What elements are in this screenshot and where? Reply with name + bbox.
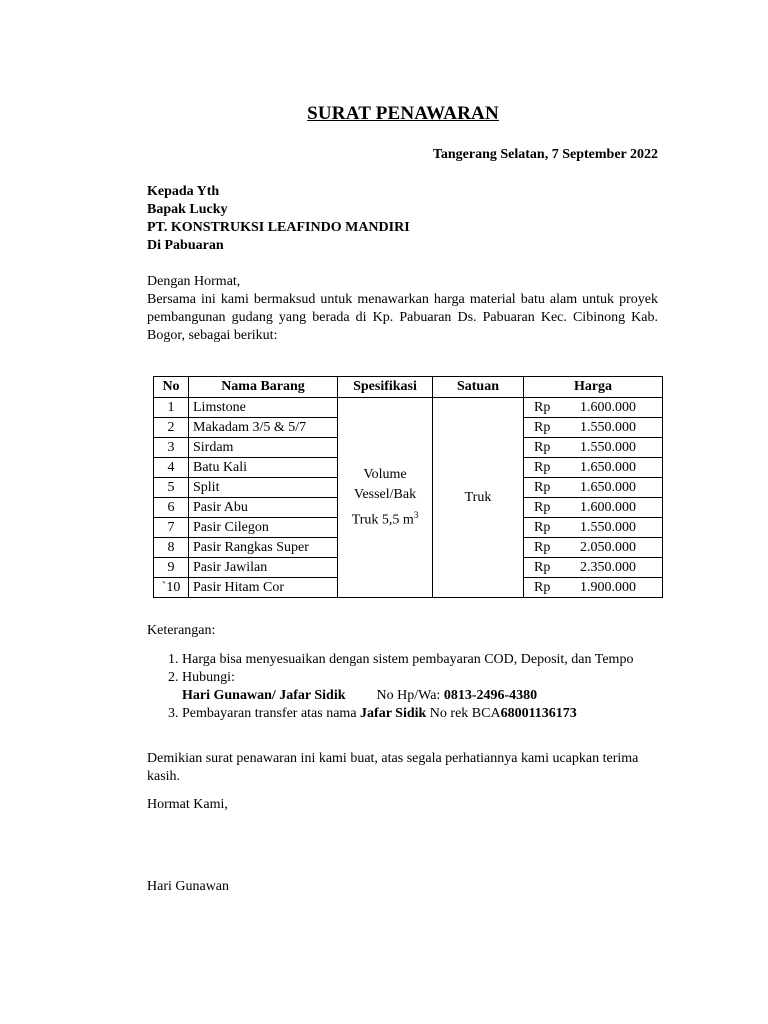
- header-name: Nama Barang: [189, 377, 338, 398]
- row-currency: Rp: [524, 418, 575, 438]
- signer-name: Hari Gunawan: [147, 879, 230, 894]
- row-no: 9: [154, 558, 189, 578]
- spec-superscript: 3: [413, 509, 419, 520]
- recipient-line-1: Kepada Yth: [147, 184, 220, 199]
- note-text: Hubungi:: [182, 670, 235, 685]
- regards: Hormat Kami,: [147, 797, 228, 812]
- row-name: Batu Kali: [189, 458, 338, 478]
- row-name: Pasir Jawilan: [189, 558, 338, 578]
- recipient-line-4: Di Pabuaran: [147, 238, 224, 253]
- payment-text-a: Pembayaran transfer atas nama: [182, 706, 357, 721]
- row-no: 3: [154, 438, 189, 458]
- row-currency: Rp: [524, 458, 575, 478]
- place-date: Tangerang Selatan, 7 September 2022: [432, 147, 658, 162]
- row-name: Split: [189, 478, 338, 498]
- price-table: [153, 376, 663, 598]
- row-currency: Rp: [524, 498, 575, 518]
- row-no: 2: [154, 418, 189, 438]
- header-spec: Spesifikasi: [338, 377, 433, 398]
- row-no: `10: [154, 578, 189, 598]
- row-price: 1.900.000: [574, 578, 663, 598]
- header-price: Harga: [524, 377, 663, 398]
- row-no: 1: [154, 398, 189, 418]
- note-item: [147, 669, 667, 705]
- spec-line-1: Volume: [363, 466, 407, 482]
- row-no: 7: [154, 518, 189, 538]
- spec-line-3: [342, 505, 428, 531]
- spec-line-2: Vessel/Bak: [353, 486, 417, 502]
- row-name: Limstone: [189, 398, 338, 418]
- row-price: 1.600.000: [574, 498, 663, 518]
- header-unit: Satuan: [433, 377, 524, 398]
- header-no: No: [154, 377, 189, 398]
- payment-account: 68001136173: [500, 706, 577, 721]
- row-name: Pasir Abu: [189, 498, 338, 518]
- row-price: 1.650.000: [574, 458, 663, 478]
- row-price: 2.050.000: [574, 538, 663, 558]
- row-name: Pasir Cilegon: [189, 518, 338, 538]
- note-text: [182, 705, 667, 723]
- contact-names: Hari Gunawan/ Jafar Sidik: [182, 688, 346, 703]
- row-no: 6: [154, 498, 189, 518]
- table-header-row: [154, 377, 663, 398]
- intro-paragraph: Bersama ini kami bermaksud untuk menawarkan harga material batu alam untuk proyek pembangunan gudang yang berada di Kp. Pabuaran Ds. Pabuaran Kec. Cibinong Kab. Bogor, sebagai berikut:: [147, 292, 658, 343]
- row-currency: Rp: [524, 538, 575, 558]
- spec-line-3-text: Truk 5,5 m: [351, 512, 414, 528]
- recipient-line-3: PT. KONSTRUKSI LEAFINDO MANDIRI: [147, 220, 410, 235]
- contact-phone: 0813-2496-4380: [443, 688, 538, 703]
- note-text: Harga bisa menyesuaikan dengan sistem pembayaran COD, Deposit, dan Tempo: [182, 652, 634, 667]
- row-currency: Rp: [524, 398, 575, 418]
- letter-title: SURAT PENAWARAN: [307, 103, 499, 124]
- recipient-block: [147, 183, 410, 255]
- row-currency: Rp: [524, 578, 575, 598]
- greeting: Dengan Hormat,: [147, 274, 241, 289]
- contact-line: [182, 687, 667, 705]
- row-name: Pasir Rangkas Super: [189, 538, 338, 558]
- note-item: [147, 651, 667, 669]
- row-price: 1.650.000: [574, 478, 663, 498]
- note-item: [147, 705, 667, 723]
- note-number: 1.: [168, 652, 179, 667]
- contact-phone-label: No Hp/Wa:: [376, 688, 441, 703]
- recipient-line-2: Bapak Lucky: [147, 202, 228, 217]
- row-price: 2.350.000: [574, 558, 663, 578]
- table-row: [154, 398, 663, 418]
- spec-cell: [338, 398, 433, 598]
- row-price: 1.600.000: [574, 398, 663, 418]
- payment-name: Jafar Sidik: [360, 706, 427, 721]
- row-currency: Rp: [524, 438, 575, 458]
- row-name: Pasir Hitam Cor: [189, 578, 338, 598]
- note-number: 2.: [168, 670, 179, 685]
- row-currency: Rp: [524, 478, 575, 498]
- notes-heading: Keterangan:: [147, 623, 216, 638]
- row-price: 1.550.000: [574, 518, 663, 538]
- row-name: Sirdam: [189, 438, 338, 458]
- row-no: 5: [154, 478, 189, 498]
- note-number: 3.: [168, 706, 179, 721]
- closing-paragraph: Demikian surat penawaran ini kami buat, atas segala perhatiannya kami ucapkan terima kasih.: [147, 751, 639, 784]
- row-currency: Rp: [524, 558, 575, 578]
- row-no: 4: [154, 458, 189, 478]
- row-price: 1.550.000: [574, 418, 663, 438]
- row-no: 8: [154, 538, 189, 558]
- row-currency: Rp: [524, 518, 575, 538]
- payment-text-b: No rek BCA: [429, 706, 501, 721]
- row-price: 1.550.000: [574, 438, 663, 458]
- row-name: Makadam 3/5 & 5/7: [189, 418, 338, 438]
- unit-cell: Truk: [433, 398, 524, 598]
- notes-list: [147, 651, 667, 723]
